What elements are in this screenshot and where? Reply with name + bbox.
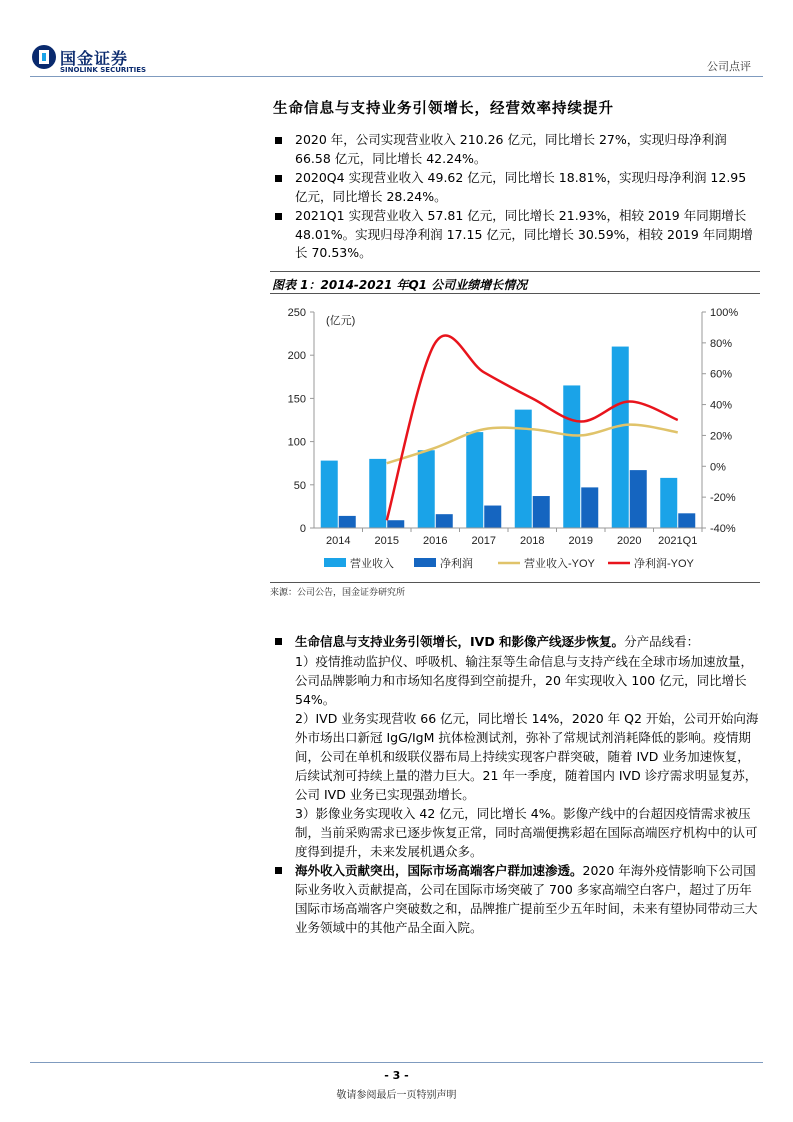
left-axis-tick-label: 100 — [287, 436, 306, 449]
doc-type-label: 公司点评 — [707, 60, 751, 73]
summary-bullet: 2021Q1 实现营业收入 57.81 亿元，同比增长 21.93%，相较 2019 年同期增长 48.01%。实现归母净利润 17.15 亿元，同比增长 30.59%，相较 2019 年同期增长 70.53%。 — [273, 207, 759, 263]
bar-net-profit — [484, 506, 501, 528]
brand-logo-icon — [31, 44, 57, 70]
performance-chart — [270, 296, 760, 580]
legend-swatch — [324, 558, 346, 567]
analysis-bullet-head: 生命信息与支持业务引领增长，IVD 和影像产线逐步恢复。 — [295, 634, 625, 649]
left-axis-tick-label: 0 — [299, 523, 306, 535]
legend-swatch — [414, 558, 436, 567]
figure-source: 来源：公司公告，国金证券研究所 — [270, 588, 406, 598]
x-axis-tick-label: 2017 — [471, 535, 496, 547]
brand-name-en: SINOLINK SECURITIES — [60, 66, 147, 74]
figure-bottom-rule — [270, 582, 760, 583]
analysis-section — [273, 632, 759, 938]
analysis-bullet — [273, 861, 759, 937]
figure-title: 图表 1：2014-2021 年Q1 公司业绩增长情况 — [272, 278, 528, 292]
right-axis-tick-label: 100% — [710, 307, 739, 319]
bar-revenue — [466, 432, 483, 528]
brand-name-cn: 国金证券 — [60, 49, 129, 68]
x-axis-tick-label: 2018 — [520, 535, 545, 547]
right-axis-tick-label: 60% — [710, 368, 733, 381]
unit-label: (亿元) — [326, 315, 356, 327]
legend-label: 营业收入 — [350, 558, 394, 570]
analysis-sub-item: 2）IVD 业务实现营收 66 亿元，同比增长 14%，2020 年 Q2 开始，公司开始向海外市场出口新冠 IgG/IgM 抗体检测试剂，弥补了常规试剂消耗降低的影响。疫情期间，公司在单机和级联仪器布局上持续实现客户群突破，随着 IVD 业务加速恢复，后续试剂可持续上量的潜力巨大。21 年一季度，随着国内 IVD 诊疗需求明显复苏，公司 IVD 业务已实现强劲增长。 — [295, 711, 759, 802]
x-axis-tick-label: 2021Q1 — [658, 535, 698, 547]
x-axis-tick-label: 2016 — [423, 535, 448, 547]
bar-net-profit — [581, 487, 598, 528]
analysis-bullet-head: 海外收入贡献突出，国际市场高端客户群加速渗透。 — [295, 863, 583, 878]
right-axis-tick-label: -20% — [710, 492, 736, 505]
x-axis-tick-label: 2019 — [568, 535, 593, 547]
analysis-bullet-tail: 2020 年海外疫情影响下公司国际业务收入贡献提高，公司在国际市场突破了 700 多家高端空白客户，超过了历年国际市场高端客户突破数之和，品牌推广提前至少五年时间，未来有望协同带动三大业务领域中的其他产品全面入院。 — [295, 863, 758, 935]
left-axis-tick-label: 200 — [287, 350, 306, 363]
bar-net-profit — [387, 520, 404, 528]
bar-net-profit — [436, 514, 453, 528]
header-divider — [30, 76, 763, 77]
right-axis-tick-label: 40% — [710, 399, 733, 412]
x-axis-tick-label: 2014 — [326, 535, 351, 547]
bar-revenue — [563, 385, 580, 528]
bar-net-profit — [533, 496, 550, 528]
bar-net-profit — [678, 513, 695, 528]
x-axis-tick-label: 2020 — [617, 535, 642, 547]
summary-bullet: 2020 年，公司实现营业收入 210.26 亿元，同比增长 27%，实现归母净利润 66.58 亿元，同比增长 42.24%。 — [273, 131, 759, 168]
summary-bullet: 2020Q4 实现营业收入 49.62 亿元，同比增长 18.81%，实现归母净利润 12.95 亿元，同比增长 28.24%。 — [273, 169, 759, 206]
right-axis-tick-label: 80% — [710, 337, 733, 350]
left-axis-tick-label: 250 — [287, 307, 306, 319]
bar-revenue — [660, 478, 677, 528]
right-axis-tick-label: 0% — [710, 461, 726, 474]
right-axis-tick-label: 20% — [710, 430, 733, 443]
figure-title-rule — [270, 293, 760, 294]
bar-revenue — [612, 347, 629, 528]
section-title: 生命信息与支持业务引领增长，经营效率持续提升 — [273, 101, 614, 117]
bar-revenue — [321, 461, 338, 528]
bar-net-profit — [630, 470, 647, 528]
analysis-sub-item: 1）疫情推动监护仪、呼吸机、输注泵等生命信息与支持产线在全球市场加速放量，公司品牌影响力和市场知名度得到空前提升，20 年实现收入 100 亿元，同比增长 54%。 — [295, 654, 753, 707]
page-number: - 3 - — [384, 1069, 409, 1082]
left-axis-tick-label: 150 — [287, 393, 306, 406]
analysis-sub-item: 3）影像业务实现收入 42 亿元，同比增长 4%。影像产线中的台超因疫情需求被压制，当前采购需求已逐步恢复正常，同时高端便携彩超在国际高端医疗机构中的认可度得到提升，未来发展机遇众多。 — [295, 806, 758, 859]
legend-label: 营业收入-YOY — [524, 558, 595, 570]
figure-top-rule — [270, 271, 760, 272]
footer-divider — [30, 1062, 763, 1063]
bar-revenue — [369, 459, 386, 528]
right-axis-tick-label: -40% — [710, 523, 736, 535]
legend-label: 净利润-YOY — [634, 558, 694, 570]
left-axis-tick-label: 50 — [293, 479, 306, 492]
analysis-bullet-tail: 分产品线看： — [624, 634, 700, 649]
bar-net-profit — [339, 516, 356, 528]
analysis-bullet — [273, 632, 759, 651]
bar-revenue — [418, 450, 435, 528]
legend-label: 净利润 — [440, 558, 473, 570]
footer-disclaimer: 敬请参阅最后一页特别声明 — [336, 1090, 457, 1101]
summary-bullet-list — [273, 131, 759, 264]
x-axis-tick-label: 2015 — [374, 535, 399, 547]
